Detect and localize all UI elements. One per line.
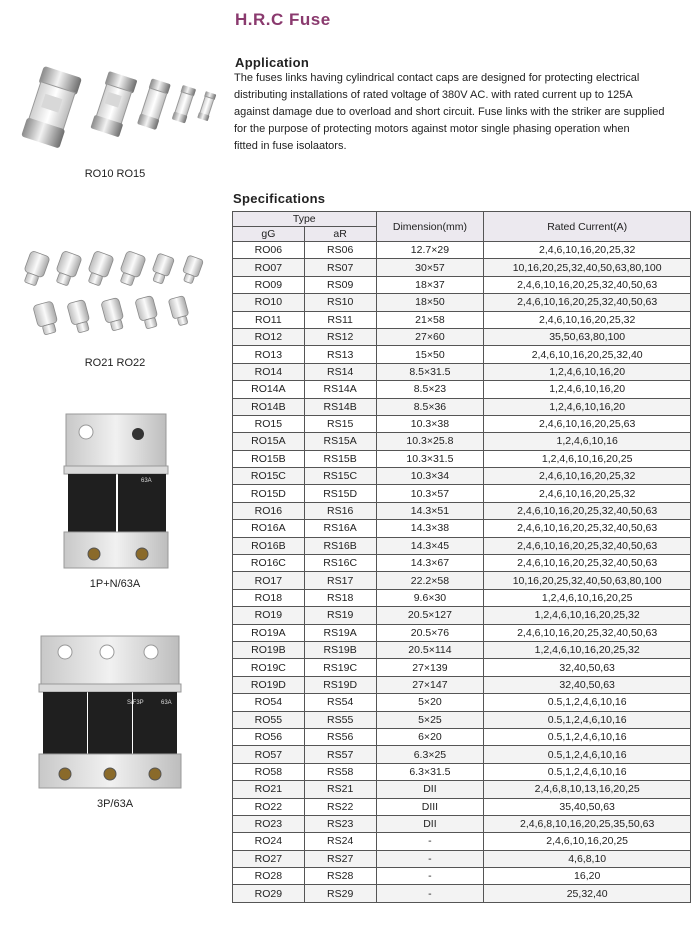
table-row [233,398,691,415]
table-row [233,624,691,641]
cell-ar-type: RS09 [304,276,376,293]
cell-dimension: 18×37 [376,276,484,293]
cell-rated-current: 0.5,1,2,4,6,10,16 [484,728,691,745]
cell-gg-type: RO29 [233,885,305,902]
cell-gg-type: RO24 [233,833,305,850]
cell-gg-type: RO57 [233,746,305,763]
cell-gg-type: RO15B [233,450,305,467]
bottle-fuse [101,297,126,332]
header-ar: aR [304,227,376,242]
table-row [233,294,691,311]
cell-rated-current: 2,4,6,10,16,20,25,32,40,50,63 [484,555,691,572]
bottle-fuse [135,295,160,330]
bottle-fuse [180,255,204,285]
cell-rated-current: 32,40,50,63 [484,676,691,693]
cell-gg-type: RO09 [233,276,305,293]
table-row [233,363,691,380]
application-line: distributing installations of rated voltage of 380V AC. with rated current up to 125A [234,89,633,101]
cell-gg-type: RO13 [233,346,305,363]
cell-dimension: DIII [376,798,484,815]
cell-ar-type: RS15A [304,433,376,450]
table-row [233,763,691,780]
table-row [233,607,691,624]
cell-dimension: 27×60 [376,328,484,345]
cell-gg-type: RO10 [233,294,305,311]
table-row [233,311,691,328]
table-row [233,589,691,606]
cell-rated-current: 1,2,4,6,10,16,20,25,32 [484,607,691,624]
cell-ar-type: RS16B [304,537,376,554]
cell-dimension: 9.6×30 [376,589,484,606]
cell-rated-current: 35,40,50,63 [484,798,691,815]
cell-dimension: 10.3×57 [376,485,484,502]
cell-ar-type: RS14 [304,363,376,380]
cell-dimension: 14.3×38 [376,520,484,537]
cell-gg-type: RO14B [233,398,305,415]
cell-ar-type: RS07 [304,259,376,276]
bottle-fuse [168,296,191,327]
cell-dimension: 6.3×31.5 [376,763,484,780]
cell-dimension: 6.3×25 [376,746,484,763]
cell-gg-type: RO55 [233,711,305,728]
cell-rated-current: 2,4,6,10,16,20,25,32,40,50,63 [484,276,691,293]
cell-rated-current: 2,4,6,10,16,20,25,32,40,50,63 [484,537,691,554]
cell-gg-type: RO19D [233,676,305,693]
cell-gg-type: RO14A [233,381,305,398]
holder-rating-label: 63A [141,478,152,484]
cell-dimension: 8.5×36 [376,398,484,415]
table-row [233,833,691,850]
cell-rated-current: 2,4,6,10,16,20,25,32,40,50,63 [484,294,691,311]
cell-dimension: 5×25 [376,711,484,728]
cell-gg-type: RO17 [233,572,305,589]
table-row [233,450,691,467]
cell-gg-type: RO15D [233,485,305,502]
cell-gg-type: RO27 [233,850,305,867]
table-row [233,641,691,658]
cell-dimension: 14.3×45 [376,537,484,554]
cell-dimension: 20.5×127 [376,607,484,624]
cell-dimension: 6×20 [376,728,484,745]
cell-rated-current: 2,4,6,10,16,20,25,63 [484,415,691,432]
table-row [233,276,691,293]
application-line: against damage due to overload and short circuit. Fuse links with the striker are supplied [234,106,665,118]
cell-ar-type: RS15B [304,450,376,467]
application-text [234,70,684,155]
cell-ar-type: RS06 [304,242,376,259]
cell-dimension: 20.5×76 [376,624,484,641]
fuse-holder-1pn-image [58,410,176,572]
table-row [233,885,691,902]
specifications-body [233,242,691,903]
fuse-mini [172,85,196,124]
cell-gg-type: RO19C [233,659,305,676]
table-row [233,468,691,485]
cell-dimension: - [376,850,484,867]
cell-rated-current: 1,2,4,6,10,16,20 [484,381,691,398]
table-row [233,572,691,589]
bottle-fuse [20,250,50,287]
cell-ar-type: RS24 [304,833,376,850]
cell-ar-type: RS15 [304,415,376,432]
cell-gg-type: RO19B [233,641,305,658]
table-row [233,520,691,537]
cell-dimension: 12.7×29 [376,242,484,259]
cell-ar-type: RS29 [304,885,376,902]
cell-rated-current: 2,4,6,8,10,13,16,20,25 [484,781,691,798]
cell-dimension: 10.3×25.8 [376,433,484,450]
cell-ar-type: RS23 [304,815,376,832]
cell-dimension: 10.3×34 [376,468,484,485]
cell-rated-current: 2,4,6,10,16,20,25,32,40,50,63 [484,624,691,641]
cell-dimension: - [376,833,484,850]
table-row [233,381,691,398]
bottle-fuse [116,250,146,287]
cell-rated-current: 2,4,6,10,16,20,25,32,40,50,63 [484,520,691,537]
table-row [233,728,691,745]
cell-ar-type: RS17 [304,572,376,589]
application-line: for the purpose of protecting motors against motor single phasing operation when [234,123,630,135]
cell-dimension: 8.5×31.5 [376,363,484,380]
cell-ar-type: RS19A [304,624,376,641]
table-row [233,659,691,676]
cell-ar-type: RS57 [304,746,376,763]
holder-model-label: S/F3P [127,700,144,706]
cell-ar-type: RS15D [304,485,376,502]
cell-rated-current: 0.5,1,2,4,6,10,16 [484,763,691,780]
caption-bottle: RO21 RO22 [84,357,146,369]
table-row [233,555,691,572]
table-row [233,798,691,815]
cell-ar-type: RS19C [304,659,376,676]
table-row [233,502,691,519]
cell-rated-current: 2,4,6,10,16,20,25,32 [484,242,691,259]
cell-gg-type: RO06 [233,242,305,259]
cell-dimension: 5×20 [376,694,484,711]
cell-gg-type: RO16C [233,555,305,572]
cell-dimension: 27×139 [376,659,484,676]
fuse-small [137,78,171,130]
cell-dimension: DII [376,781,484,798]
caption-holder-3p: 3P/63A [96,798,134,810]
cell-dimension: - [376,885,484,902]
cell-rated-current: 10,16,20,25,32,40,50,63,80,100 [484,259,691,276]
cell-rated-current: 10,16,20,25,32,40,50,63,80,100 [484,572,691,589]
table-row [233,850,691,867]
table-row [233,676,691,693]
cell-rated-current: 0.5,1,2,4,6,10,16 [484,746,691,763]
cell-rated-current: 2,4,6,10,16,20,25,32,40 [484,346,691,363]
table-row [233,711,691,728]
cell-ar-type: RS56 [304,728,376,745]
cell-rated-current: 2,4,6,8,10,16,20,25,35,50,63 [484,815,691,832]
cell-rated-current: 1,2,4,6,10,16,20,25 [484,589,691,606]
table-row [233,242,691,259]
bottle-fuse [52,250,82,287]
cell-ar-type: RS14B [304,398,376,415]
cell-gg-type: RO15A [233,433,305,450]
cell-rated-current: 1,2,4,6,10,16 [484,433,691,450]
cell-gg-type: RO58 [233,763,305,780]
cell-gg-type: RO16 [233,502,305,519]
table-row [233,485,691,502]
application-line: fitted in fuse isolaators. [234,140,347,152]
cell-gg-type: RO54 [233,694,305,711]
cell-ar-type: RS19B [304,641,376,658]
fuse-tiny [197,91,216,121]
cell-dimension: 15×50 [376,346,484,363]
cell-rated-current: 2,4,6,10,16,20,25 [484,833,691,850]
cell-gg-type: RO21 [233,781,305,798]
cell-ar-type: RS55 [304,711,376,728]
cell-dimension: 20.5×114 [376,641,484,658]
specifications-table [232,211,691,903]
table-row [233,815,691,832]
bottle-fuse [33,301,60,336]
cell-rated-current: 2,4,6,10,16,20,25,32 [484,485,691,502]
header-rated-current: Rated Current(A) [484,212,691,242]
cell-rated-current: 32,40,50,63 [484,659,691,676]
cell-rated-current: 1,2,4,6,10,16,20 [484,363,691,380]
fuse-holder-3p-image [35,632,185,792]
cell-ar-type: RS13 [304,346,376,363]
table-row [233,868,691,885]
bottle-fuse [149,253,175,285]
table-row [233,328,691,345]
cell-dimension: 14.3×51 [376,502,484,519]
cell-dimension: DII [376,815,484,832]
cell-ar-type: RS19D [304,676,376,693]
table-row [233,415,691,432]
cell-ar-type: RS18 [304,589,376,606]
cell-rated-current: 0.5,1,2,4,6,10,16 [484,711,691,728]
application-line: The fuses links having cylindrical contact caps are designed for protecting electrical [234,72,640,84]
cell-ar-type: RS10 [304,294,376,311]
specifications-heading: Specifications [233,191,326,206]
cell-gg-type: RO56 [233,728,305,745]
cell-gg-type: RO15 [233,415,305,432]
cell-ar-type: RS21 [304,781,376,798]
fuse-large [21,66,82,149]
cell-rated-current: 1,2,4,6,10,16,20,25,32 [484,641,691,658]
caption-holder-1p: 1P+N/63A [89,578,141,590]
page-title: H.R.C Fuse [235,10,331,29]
cell-gg-type: RO16A [233,520,305,537]
header-type: Type [233,212,377,227]
cell-ar-type: RS16A [304,520,376,537]
application-heading: Application [235,55,310,70]
cell-rated-current: 1,2,4,6,10,16,20,25 [484,450,691,467]
cell-ar-type: RS11 [304,311,376,328]
fuse-medium [90,71,137,137]
holder-rating-label: 63A [161,700,172,706]
header-gg: gG [233,227,305,242]
cell-dimension: - [376,868,484,885]
cell-ar-type: RS16 [304,502,376,519]
cell-rated-current: 2,4,6,10,16,20,25,32,40,50,63 [484,502,691,519]
cell-dimension: 10.3×38 [376,415,484,432]
cell-ar-type: RS54 [304,694,376,711]
bottle-fuse [67,299,92,334]
cell-ar-type: RS12 [304,328,376,345]
cell-ar-type: RS22 [304,798,376,815]
table-row [233,694,691,711]
cell-ar-type: RS19 [304,607,376,624]
cell-rated-current: 1,2,4,6,10,16,20 [484,398,691,415]
cell-ar-type: RS58 [304,763,376,780]
table-row [233,433,691,450]
cell-ar-type: RS28 [304,868,376,885]
cell-rated-current: 2,4,6,10,16,20,25,32 [484,468,691,485]
caption-cylindrical: RO10 RO15 [84,168,146,180]
cell-gg-type: RO19A [233,624,305,641]
cell-gg-type: RO28 [233,868,305,885]
cell-ar-type: RS27 [304,850,376,867]
cell-dimension: 30×57 [376,259,484,276]
table-row [233,259,691,276]
cell-dimension: 14.3×67 [376,555,484,572]
cell-gg-type: RO22 [233,798,305,815]
cell-gg-type: RO15C [233,468,305,485]
cell-rated-current: 35,50,63,80,100 [484,328,691,345]
bottle-fuses-image [18,245,214,340]
cell-gg-type: RO11 [233,311,305,328]
cell-dimension: 10.3×31.5 [376,450,484,467]
table-row [233,781,691,798]
cell-dimension: 21×58 [376,311,484,328]
cell-dimension: 22.2×58 [376,572,484,589]
cell-gg-type: RO12 [233,328,305,345]
cylindrical-fuses-image [18,62,218,157]
cell-ar-type: RS16C [304,555,376,572]
cell-gg-type: RO19 [233,607,305,624]
table-row [233,346,691,363]
cell-gg-type: RO14 [233,363,305,380]
cell-dimension: 27×147 [376,676,484,693]
cell-gg-type: RO23 [233,815,305,832]
cell-dimension: 18×50 [376,294,484,311]
cell-rated-current: 25,32,40 [484,885,691,902]
cell-dimension: 8.5×23 [376,381,484,398]
cell-ar-type: RS14A [304,381,376,398]
cell-gg-type: RO07 [233,259,305,276]
cell-gg-type: RO16B [233,537,305,554]
cell-ar-type: RS15C [304,468,376,485]
cell-gg-type: RO18 [233,589,305,606]
header-dimension: Dimension(mm) [376,212,484,242]
cell-rated-current: 0.5,1,2,4,6,10,16 [484,694,691,711]
table-row [233,537,691,554]
cell-rated-current: 4,6,8,10 [484,850,691,867]
bottle-fuse [84,250,114,287]
cell-rated-current: 16,20 [484,868,691,885]
table-row [233,746,691,763]
cell-rated-current: 2,4,6,10,16,20,25,32 [484,311,691,328]
